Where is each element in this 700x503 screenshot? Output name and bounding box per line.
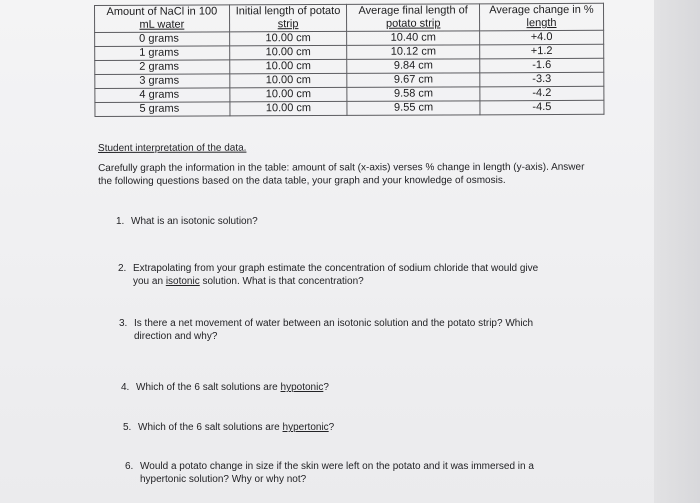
cell-final-length: 9.84 cm [347,59,480,74]
question-text: Which of the 6 salt solutions are hypotonic? [136,382,329,393]
interpretation-section [98,141,598,189]
cell-percent-change: -3.3 [480,72,604,87]
table-row [95,100,604,116]
question-number: 4. [121,382,130,393]
question-number: 1. [116,216,125,227]
cell-initial-length: 10.00 cm [229,87,347,102]
cell-salt-amount: 2 grams [95,60,230,75]
term-isotonic: isotonic [165,275,200,287]
cell-final-length: 10.12 cm [347,45,480,60]
header-initial-length: Initial length of potato strip [229,4,347,32]
question-number: 3. [119,318,128,329]
cell-initial-length: 10.00 cm [229,45,347,60]
question-text: Is there a net movement of water between an isotonic solution and the potato strip? Which direction and why? [134,318,534,342]
cell-percent-change: -4.5 [480,100,604,115]
cell-salt-amount: 5 grams [95,102,230,117]
cell-initial-length: 10.00 cm [229,73,347,88]
cell-percent-change: -1.6 [480,58,604,73]
header-percent-change: Average change in % length [479,3,603,31]
cell-salt-amount: 1 grams [95,46,230,61]
cell-percent-change: +1.2 [480,44,604,59]
cell-salt-amount: 4 grams [95,88,230,103]
background-edge [654,0,700,503]
cell-percent-change: -4.2 [480,86,604,101]
data-table [94,3,604,117]
term-hypertonic: hypertonic [282,422,329,433]
question-text: Would a potato change in size if the skin were left on the potato and it was immersed in a hypertonic solution? Why or why not? [140,461,534,485]
question-number: 2. [118,263,127,274]
cell-percent-change: +4.0 [480,30,604,45]
question-text: Extrapolating from your graph estimate the concentration of sodium chloride that would give you an isotonic solution. What is that concentration? [133,263,539,287]
interpretation-heading: Student interpretation of the data. [98,142,247,154]
cell-salt-amount: 0 grams [95,32,230,47]
cell-initial-length: 10.00 cm [229,31,347,46]
cell-salt-amount: 3 grams [95,74,230,89]
question-number: 6. [125,461,134,472]
interpretation-instructions: Carefully graph the information in the table: amount of salt (x-axis) verses % change in length (y-axis). Answer the following questions based on the data table, your graph and your knowledge of osmosis. [98,161,585,187]
header-nacl-amount: Amount of NaCl in 100 mL water [95,5,230,33]
question-text: Which of the 6 salt solutions are hypertonic? [138,422,335,433]
cell-initial-length: 10.00 cm [229,59,347,74]
header-final-length: Average final length of potato strip [347,4,480,32]
question-text: What is an isotonic solution? [131,216,258,227]
cell-final-length: 10.40 cm [347,31,480,46]
cell-final-length: 9.58 cm [347,87,480,102]
term-hypotonic: hypotonic [280,382,324,393]
cell-initial-length: 10.00 cm [230,101,348,116]
table-header-row [95,3,604,32]
cell-final-length: 9.55 cm [347,101,480,116]
question-number: 5. [123,422,132,433]
cell-final-length: 9.67 cm [347,73,480,88]
